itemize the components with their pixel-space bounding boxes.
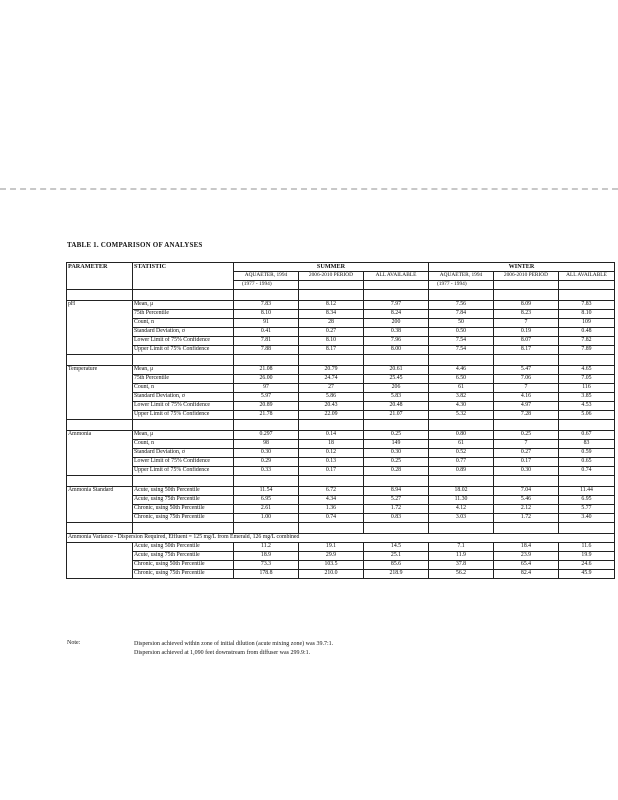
table-row — [67, 328, 615, 337]
value-cell: 0.50 — [429, 328, 494, 337]
value-cell: 200 — [364, 319, 429, 328]
value-cell: 0.67 — [559, 431, 615, 440]
value-cell: 5.83 — [364, 393, 429, 402]
table-row — [67, 346, 615, 355]
value-cell: 8.07 — [494, 337, 559, 346]
value-cell: 0.14 — [299, 431, 364, 440]
statistic-cell: Lower Limit of 75% Confidence — [133, 337, 234, 346]
statistic-cell: Mean, μ — [133, 366, 234, 375]
table-row — [67, 402, 615, 411]
value-cell: 11.6 — [559, 543, 615, 552]
value-cell: 8.17 — [494, 346, 559, 355]
statistic-cell: Acute, using 50th Percentile — [133, 543, 234, 552]
value-cell: 61 — [429, 440, 494, 449]
table-row — [67, 561, 615, 570]
value-cell: 1.36 — [299, 505, 364, 514]
comparison-table — [66, 262, 615, 579]
value-cell: 6.72 — [299, 487, 364, 496]
value-cell: 8.09 — [494, 301, 559, 310]
value-cell: 7.06 — [494, 375, 559, 384]
value-cell: 7.28 — [494, 411, 559, 420]
table-row — [67, 366, 615, 375]
statistic-cell: Lower Limit of 75% Confidence — [133, 402, 234, 411]
table-caption: TABLE 1. COMPARISON OF ANALYSES — [67, 241, 203, 249]
value-cell: 7.56 — [429, 301, 494, 310]
statistic-cell: Chronic, using 50th Percentile — [133, 505, 234, 514]
table-row — [67, 310, 615, 319]
value-cell: 7.84 — [429, 310, 494, 319]
value-cell: 28 — [299, 319, 364, 328]
value-cell: 22.09 — [299, 411, 364, 420]
value-cell: 1.72 — [494, 514, 559, 523]
value-cell: 7 — [494, 384, 559, 393]
value-cell: 27 — [299, 384, 364, 393]
value-cell: 8.12 — [299, 301, 364, 310]
header-summer-all: ALL AVAILABLE — [364, 272, 429, 281]
table-row — [67, 543, 615, 552]
header-winter: WINTER — [429, 263, 615, 272]
value-cell: 11.44 — [559, 487, 615, 496]
statistic-cell: Upper Limit of 75% Confidence — [133, 467, 234, 476]
value-cell: 0.13 — [299, 458, 364, 467]
value-cell: 4.34 — [299, 496, 364, 505]
value-cell: 6.95 — [234, 496, 299, 505]
value-cell: 7.54 — [429, 337, 494, 346]
header-summer-aquaeter: AQUAETER, 1994 — [234, 272, 299, 281]
statistic-cell: Standard Deviation, σ — [133, 328, 234, 337]
value-cell: 0.83 — [364, 514, 429, 523]
value-cell: 25.45 — [364, 375, 429, 384]
value-cell: 4.65 — [559, 366, 615, 375]
table-row — [67, 514, 615, 523]
table-row — [67, 393, 615, 402]
value-cell: 20.89 — [234, 402, 299, 411]
value-cell: 0.41 — [234, 328, 299, 337]
value-cell: 109 — [559, 319, 615, 328]
value-cell: 0.25 — [364, 431, 429, 440]
value-cell: 21.78 — [234, 411, 299, 420]
page-fold-divider — [0, 188, 618, 190]
value-cell: 7.04 — [494, 487, 559, 496]
table-row — [67, 384, 615, 393]
statistic-cell: Mean, μ — [133, 301, 234, 310]
value-cell: 21.07 — [364, 411, 429, 420]
value-cell: 3.82 — [429, 393, 494, 402]
value-cell: 26.00 — [234, 375, 299, 384]
value-cell: 7.82 — [559, 337, 615, 346]
value-cell: 5.27 — [364, 496, 429, 505]
value-cell: 1.72 — [364, 505, 429, 514]
value-cell: 6.95 — [559, 496, 615, 505]
header-summer-period: 2006-2010 PERIOD — [299, 272, 364, 281]
value-cell: 56.2 — [429, 570, 494, 579]
section-label: Ammonia Standard — [67, 487, 133, 523]
statistic-cell: Count, n — [133, 319, 234, 328]
value-cell: 5.77 — [559, 505, 615, 514]
table-row — [67, 449, 615, 458]
value-cell: 24.6 — [559, 561, 615, 570]
value-cell: 11.2 — [234, 543, 299, 552]
header-statistic: STATISTIC — [133, 263, 234, 290]
value-cell: 5.97 — [234, 393, 299, 402]
value-cell: 19.1 — [299, 543, 364, 552]
value-cell: 45.9 — [559, 570, 615, 579]
table-row — [67, 301, 615, 310]
value-cell: 103.5 — [299, 561, 364, 570]
table-row — [67, 552, 615, 561]
value-cell: 20.61 — [364, 366, 429, 375]
value-cell: 0.80 — [429, 431, 494, 440]
value-cell: 178.8 — [234, 570, 299, 579]
table-row — [67, 319, 615, 328]
statistic-cell: Upper Limit of 75% Confidence — [133, 346, 234, 355]
value-cell: 50 — [429, 319, 494, 328]
value-cell: 8.34 — [299, 310, 364, 319]
header-winter-aquaeter: AQUAETER, 1994 — [429, 272, 494, 281]
value-cell: 4.12 — [429, 505, 494, 514]
value-cell: 206 — [364, 384, 429, 393]
table-row — [67, 487, 615, 496]
value-cell: 4.97 — [494, 402, 559, 411]
value-cell: 7 — [494, 440, 559, 449]
value-cell: 0.25 — [494, 431, 559, 440]
value-cell: 20.43 — [299, 402, 364, 411]
value-cell: 5.47 — [494, 366, 559, 375]
value-cell: 0.59 — [559, 449, 615, 458]
value-cell: 8.24 — [364, 310, 429, 319]
note-line-2: Dispersion achieved at 1,090 feet downstream from diffuser was 299.9:1. — [134, 650, 311, 656]
section-label: Ammonia Variance - Dispersion Required, Effluent = 125 mg/L from Emerald, 126 mg/L combined — [67, 534, 615, 543]
value-cell: 3.03 — [429, 514, 494, 523]
value-cell: 23.9 — [494, 552, 559, 561]
table-row — [67, 440, 615, 449]
value-cell: 98 — [234, 440, 299, 449]
note-line-1: Dispersion achieved within zone of initial dilution (acute mixing zone) was 39.7:1. — [134, 641, 334, 647]
statistic-cell: Standard Deviation, σ — [133, 393, 234, 402]
statistic-cell: Acute, using 75th Percentile — [133, 496, 234, 505]
statistic-cell: Acute, using 50th Percentile — [133, 487, 234, 496]
value-cell: 0.74 — [559, 467, 615, 476]
value-cell: 11.54 — [234, 487, 299, 496]
value-cell: 5.86 — [299, 393, 364, 402]
value-cell: 8.10 — [559, 310, 615, 319]
value-cell: 0.19 — [494, 328, 559, 337]
header-winter-all: ALL AVAILABLE — [559, 272, 615, 281]
value-cell: 1.00 — [234, 514, 299, 523]
value-cell: 65.4 — [494, 561, 559, 570]
value-cell: 4.53 — [559, 402, 615, 411]
value-cell: 18.4 — [494, 543, 559, 552]
value-cell: 7.54 — [429, 346, 494, 355]
value-cell: 7.83 — [559, 301, 615, 310]
value-cell: 0.17 — [494, 458, 559, 467]
value-cell: 0.297 — [234, 431, 299, 440]
value-cell: 7.83 — [234, 301, 299, 310]
value-cell: 8.10 — [234, 310, 299, 319]
value-cell: 0.27 — [299, 328, 364, 337]
value-cell: 18 — [299, 440, 364, 449]
table-row — [67, 496, 615, 505]
header-winter-aquaeter-years: (1977 - 1994) — [429, 281, 494, 290]
value-cell: 7.88 — [234, 346, 299, 355]
header-parameter: PARAMETER — [67, 263, 133, 290]
value-cell: 0.89 — [429, 467, 494, 476]
value-cell: 8.23 — [494, 310, 559, 319]
value-cell: 20.79 — [299, 366, 364, 375]
table-row — [67, 411, 615, 420]
value-cell: 24.74 — [299, 375, 364, 384]
value-cell: 149 — [364, 440, 429, 449]
section-label: pH — [67, 301, 133, 355]
statistic-cell: Count, n — [133, 440, 234, 449]
header-summer-aquaeter-years: (1977 - 1994) — [234, 281, 299, 290]
statistic-cell: Upper Limit of 75% Confidence — [133, 411, 234, 420]
statistic-cell: Acute, using 75th Percentile — [133, 552, 234, 561]
value-cell: 97 — [234, 384, 299, 393]
value-cell: 0.38 — [364, 328, 429, 337]
value-cell: 0.28 — [364, 467, 429, 476]
value-cell: 91 — [234, 319, 299, 328]
value-cell: 19.9 — [559, 552, 615, 561]
value-cell: 7.97 — [364, 301, 429, 310]
value-cell: 0.74 — [299, 514, 364, 523]
value-cell: 8.94 — [364, 487, 429, 496]
value-cell: 2.12 — [494, 505, 559, 514]
value-cell: 116 — [559, 384, 615, 393]
statistic-cell: Standard Deviation, σ — [133, 449, 234, 458]
value-cell: 7.05 — [559, 375, 615, 384]
value-cell: 3.40 — [559, 514, 615, 523]
value-cell: 8.10 — [299, 337, 364, 346]
value-cell: 210.0 — [299, 570, 364, 579]
value-cell: 2.61 — [234, 505, 299, 514]
statistic-cell: Chronic, using 50th Percentile — [133, 561, 234, 570]
value-cell: 6.50 — [429, 375, 494, 384]
statistic-cell: Chronic, using 75th Percentile — [133, 514, 234, 523]
note-label: Note: — [67, 640, 81, 646]
table-row — [67, 505, 615, 514]
value-cell: 11.9 — [429, 552, 494, 561]
value-cell: 61 — [429, 384, 494, 393]
value-cell: 20.48 — [364, 402, 429, 411]
statistic-cell: Count, n — [133, 384, 234, 393]
value-cell: 85.6 — [364, 561, 429, 570]
value-cell: 0.30 — [364, 449, 429, 458]
value-cell: 8.17 — [299, 346, 364, 355]
value-cell: 29.9 — [299, 552, 364, 561]
value-cell: 0.29 — [234, 458, 299, 467]
statistic-cell: 75th Percentile — [133, 375, 234, 384]
value-cell: 8.00 — [364, 346, 429, 355]
table-row — [67, 337, 615, 346]
value-cell: 5.32 — [429, 411, 494, 420]
value-cell: 4.16 — [494, 393, 559, 402]
value-cell: 3.85 — [559, 393, 615, 402]
statistic-cell: 75th Percentile — [133, 310, 234, 319]
header-winter-period: 2006-2010 PERIOD — [494, 272, 559, 281]
value-cell: 73.3 — [234, 561, 299, 570]
statistic-cell: Chronic, using 75th Percentile — [133, 570, 234, 579]
value-cell: 21.08 — [234, 366, 299, 375]
value-cell: 5.06 — [559, 411, 615, 420]
value-cell: 37.8 — [429, 561, 494, 570]
note-text — [134, 640, 333, 658]
value-cell: 83 — [559, 440, 615, 449]
value-cell: 0.12 — [299, 449, 364, 458]
table-row — [67, 570, 615, 579]
value-cell: 18.02 — [429, 487, 494, 496]
value-cell: 5.46 — [494, 496, 559, 505]
value-cell: 7.96 — [364, 337, 429, 346]
value-cell: 0.25 — [364, 458, 429, 467]
value-cell: 0.48 — [559, 328, 615, 337]
value-cell: 4.46 — [429, 366, 494, 375]
value-cell: 25.1 — [364, 552, 429, 561]
value-cell: 7.81 — [234, 337, 299, 346]
header-summer: SUMMER — [234, 263, 429, 272]
value-cell: 0.27 — [494, 449, 559, 458]
value-cell: 4.30 — [429, 402, 494, 411]
value-cell: 0.33 — [234, 467, 299, 476]
value-cell: 14.5 — [364, 543, 429, 552]
value-cell: 7.1 — [429, 543, 494, 552]
value-cell: 18.9 — [234, 552, 299, 561]
section-label: Temperature — [67, 366, 133, 420]
value-cell: 7.89 — [559, 346, 615, 355]
table-row — [67, 467, 615, 476]
value-cell: 7 — [494, 319, 559, 328]
value-cell: 0.65 — [559, 458, 615, 467]
value-cell: 0.30 — [494, 467, 559, 476]
value-cell: 0.52 — [429, 449, 494, 458]
value-cell: 82.4 — [494, 570, 559, 579]
value-cell: 0.17 — [299, 467, 364, 476]
value-cell: 0.30 — [234, 449, 299, 458]
section-label: Ammonia — [67, 431, 133, 476]
table-row — [67, 458, 615, 467]
value-cell: 0.77 — [429, 458, 494, 467]
statistic-cell: Lower Limit of 75% Confidence — [133, 458, 234, 467]
value-cell: 218.9 — [364, 570, 429, 579]
value-cell: 11.30 — [429, 496, 494, 505]
table-row — [67, 375, 615, 384]
table-row — [67, 431, 615, 440]
statistic-cell: Mean, μ — [133, 431, 234, 440]
